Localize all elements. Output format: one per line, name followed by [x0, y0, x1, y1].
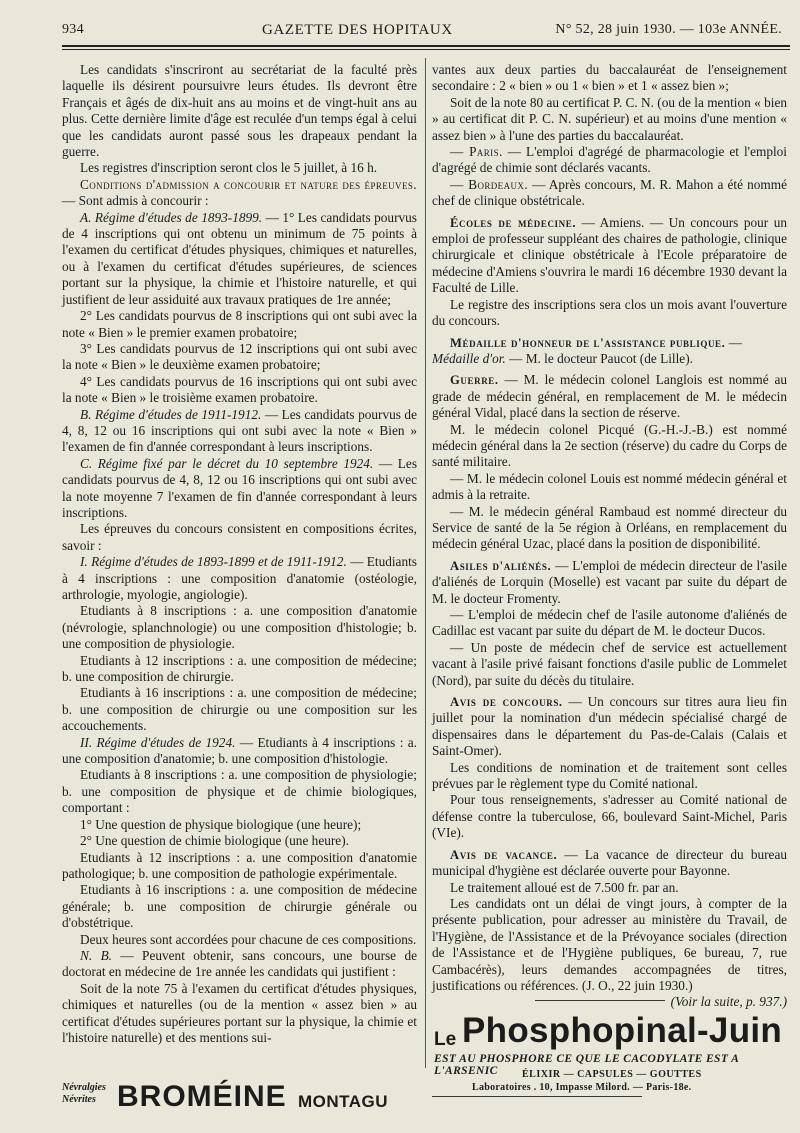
ad-indication-1: Névralgies: [62, 1082, 106, 1093]
paragraph-text: — Un concours sur titres aura lieu fin juillet pour la nomination d'un médecin spécialisé chargé de dispensaires dans le département du Pas-de-Calais (Calais et Saint-Omer).: [432, 694, 787, 759]
paragraph-text: — Un poste de médecin chef de service est actuellement vacant à l'asile privé faisant fonctions d'asile public de Lommelet (Nord), par suite du décès du titulaire.: [432, 639, 787, 688]
header-rule-thin: [62, 49, 790, 50]
paragraph: [62, 932, 417, 948]
italic-lead: C. Régime fixé par le décret du 10 septembre 1924.: [80, 455, 374, 471]
section-heading: Avis de concours.: [450, 695, 563, 710]
bottom-rule: [432, 1096, 642, 1097]
paragraph: [432, 847, 787, 880]
journal-title: GAZETTE DES HOPITAUX: [262, 22, 453, 38]
left-column: [62, 62, 417, 1046]
paragraph-text: Etudiants à 8 inscriptions : a. une composition de physiologie; b. une composition de physique et de chimie biologiques, comportant :: [62, 767, 417, 816]
ad-brand-phosphopinal: Phosphopinal-Juin: [462, 1011, 783, 1050]
paragraph: [62, 653, 417, 686]
paragraph-text: Etudiants à 8 inscriptions : a. une composition d'anatomie (névrologie, splanchnologie) ou une composition d'histologie; b. une composition de physiologie.: [62, 603, 417, 652]
paragraph-text: 3° Les candidats pourvus de 12 inscriptions qui ont subi avec la note « Bien » le deuxième examen probatoire;: [62, 340, 417, 373]
paragraph-text: (Voir la suite, p. 937.): [670, 994, 787, 1010]
paragraph: [62, 177, 417, 210]
paragraph: [62, 160, 417, 176]
paragraph-text: Etudiants à 12 inscriptions : a. une composition de médecine; b. une composition de chirurgie.: [62, 652, 417, 685]
small-caps-lead: Conditions d'admission a concourir et nature des épreuves.: [80, 176, 417, 192]
paragraph: [432, 422, 787, 471]
section-heading: Médaille d'honneur de l'assistance publique.: [450, 335, 726, 350]
paragraph-text: — M. le médecin colonel Louis est nommé médecin général et admis à la retraite.: [432, 470, 787, 503]
paragraph: [62, 62, 417, 160]
paragraph-text: — L'emploi d'agrégé de pharmacologie et l'emploi d'agrégé de chimie sont déclarés vacants.: [432, 144, 788, 176]
paragraph: [432, 351, 787, 367]
phosphopinal-advertisement: [432, 1005, 787, 1093]
header-rule: [62, 45, 790, 47]
italic-lead: II. Régime d'études de 1924.: [80, 734, 236, 750]
paragraph-text: —: [725, 334, 743, 350]
paragraph: [62, 850, 417, 883]
italic-lead: Médaille d'or.: [432, 350, 506, 366]
section-heading: Asiles d'aliénés.: [450, 558, 552, 573]
paragraph-text: Les candidats ont un délai de vingt jours, à compter de la présente publication, pour adresser au ministère du Travail, de l'Hygiène, de l'Assistance et de la Prévoyance sociales (direction de l'Assistance et de l'Hygiène publiques, 6e bureau, 7, rue Cambacérès), leurs demandes accompagnées de titres, justifications ou références. (J. O., 22 juin 1930.): [432, 895, 787, 993]
paragraph-text: — M. le médecin colonel Langlois est nommé au grade de médecin général, en remplacement de M. le médecin général Vidal, placé dans la section de réserve.: [432, 372, 787, 421]
ad-brand-bromeine: BROMÉINE: [117, 1080, 287, 1113]
page-header: [62, 18, 782, 42]
paragraph-text: Les registres d'inscription seront clos le 5 juillet, à 16 h.: [80, 160, 378, 176]
right-column: [432, 62, 787, 1011]
page-number: 934: [62, 22, 84, 37]
paragraph: [432, 335, 787, 351]
paragraph: [432, 558, 787, 607]
paragraph-text: — L'emploi de médecin directeur de l'asile d'aliénés de Lorquin (Moselle) est vacant par suite du départ de M. le docteur Fromenty.: [432, 557, 788, 606]
paragraph: [62, 341, 417, 374]
paragraph: [432, 760, 787, 793]
bromeine-advertisement: [62, 1080, 418, 1120]
paragraph-text: — Peuvent obtenir, sans concours, une bourse de doctorat en médecine de 1re année les candidats qui justifient :: [62, 947, 417, 980]
paragraph-text: — La vacance de directeur du bureau municipal d'hygiène est déclarée ouverte pour Bayonne.: [432, 846, 787, 879]
paragraph: [432, 95, 787, 144]
paragraph: [432, 504, 787, 553]
paragraph-text: — Les candidats pourvus de 4, 8, 12 ou 16 inscriptions qui ont subi avec la note « Bien » l'examen de fin d'année correspondant à leurs inscriptions.: [62, 406, 417, 455]
paragraph: [62, 554, 417, 603]
paragraph: [62, 521, 417, 554]
paragraph: [432, 896, 787, 994]
paragraph: [432, 372, 787, 421]
paragraph: [62, 981, 417, 1047]
paragraph: [432, 471, 787, 504]
paragraph-text: Les candidats s'inscriront au secrétariat de la faculté près laquelle ils désirent poursuivre leurs études. Ils devront être Français et âgés de dix-huit ans au moins et de vingt-huit ans au plus. Cette dernière limite d'âge est reculée d'un temps égal à celui que les candidats auront passé sous les drapeaux pendant la guerre.: [62, 62, 417, 160]
paragraph: [432, 297, 787, 330]
ad-maker: MONTAGU: [298, 1092, 389, 1111]
paragraph: [62, 603, 417, 652]
paragraph-text: — Etudiants à 4 inscriptions : a. une composition d'anatomie; b. une composition d'histologie.: [62, 734, 417, 767]
italic-lead: A. Régime d'études de 1893-1899.: [80, 209, 263, 225]
paragraph: [62, 374, 417, 407]
paragraph: [432, 640, 787, 689]
paragraph-text: 4° Les candidats pourvus de 16 inscriptions qui ont subi avec la note « Bien » le troisième examen probatoire.: [62, 373, 417, 406]
paragraph: [62, 948, 417, 981]
ad-prefix: Le: [434, 1029, 457, 1050]
paragraph-text: — Les candidats pourvus de 4, 8, 12 ou 16 inscriptions qui ont subi avec la note moyenne 7 l'examen de fin d'année correspondant à leurs inscriptions.: [62, 455, 417, 520]
paragraph-text: Pour tous renseignements, s'adresser au Comité national de défense contre la tuberculose, 66, boulevard Saint-Michel, Paris (VIe).: [432, 792, 787, 841]
paragraph-text: Etudiants à 16 inscriptions : a. une composition de médecine; b. une composition de chirurgie ou une composition sur les accouchements.: [62, 685, 417, 734]
paragraph: [62, 308, 417, 341]
paragraph-text: Le registre des inscriptions sera clos un mois avant l'ouverture du concours.: [432, 296, 787, 329]
paragraph-text: Les conditions de nomination et de traitement sont celles prévues par le règlement type du Comité national.: [432, 759, 787, 792]
paragraph-text: Etudiants à 12 inscriptions : a. une composition d'anatomie pathologique; b. une composition de pathologie expérimentale.: [62, 849, 417, 881]
small-caps-lead: — Bordeaux.: [450, 176, 529, 192]
paragraph: [432, 694, 787, 760]
paragraph: [62, 833, 417, 849]
paragraph: [62, 817, 417, 833]
italic-lead: B. Régime d'études de 1911-1912.: [80, 406, 262, 422]
paragraph-text: — L'emploi de médecin chef de l'asile autonome d'aliénés de Cadillac est vacant par suite du départ de M. le docteur Ducos.: [432, 607, 787, 639]
ad-indications: [62, 1082, 106, 1106]
small-caps-lead: — Paris.: [450, 144, 503, 160]
paragraph-text: — M. le médecin général Rambaud est nommé directeur du Service de santé de la 5e région à Orléans, en remplacement du médecin général Uzac, placé dans la position de disponibilité.: [432, 503, 787, 552]
section-heading: Écoles de médecine.: [450, 215, 577, 230]
paragraph-text: 1° Une question de physique biologique (une heure);: [80, 816, 362, 832]
ad-laboratory-address: Laboratoires . 10, Impasse Milord. — Paris-18e.: [472, 1082, 692, 1093]
paragraph-text: Les épreuves du concours consistent en compositions écrites, savoir :: [62, 521, 417, 553]
paragraph-text: Etudiants à 16 inscriptions : a. une composition de médecine générale; b. une composition de chirurgie générale ou d'obstétrique.: [62, 882, 417, 931]
paragraph-text: 2° Une question de chimie biologique (une heure).: [80, 833, 349, 849]
paragraph: [62, 767, 417, 816]
paragraph: [62, 685, 417, 734]
ad-separator: [535, 1000, 665, 1001]
paragraph-text: — Etudiants à 4 inscriptions : une composition d'anatomie (ostéologie, arthrologie, myologie, angiologie).: [62, 554, 417, 602]
ad-slogan: EST AU PHOSPHORE CE QUE LE CACODYLATE EST A L'ARSENIC: [434, 1053, 739, 1077]
ad-product-forms: ÉLIXIR — CAPSULES — GOUTTES: [522, 1069, 702, 1080]
paragraph: [432, 62, 787, 95]
paragraph: [432, 792, 787, 841]
italic-lead: N. B.: [80, 947, 113, 963]
paragraph-text: — Sont admis à concourir :: [62, 193, 209, 209]
paragraph: [432, 880, 787, 896]
paragraph-text: Deux heures sont accordées pour chacune de ces compositions.: [80, 931, 417, 947]
paragraph-text: vantes aux deux parties du baccalauréat de l'enseignement secondaire : 2 « bien » ou 1 « bien » et 1 « assez bien »;: [432, 62, 787, 94]
paragraph: [432, 144, 787, 177]
paragraph-text: — Après concours, M. R. Mahon a été nommé chef de clinique obstétricale.: [432, 176, 788, 209]
paragraph: [62, 456, 417, 522]
section-heading: Guerre.: [450, 373, 499, 388]
section-heading: Avis de vacance.: [450, 847, 558, 862]
paragraph: [432, 215, 787, 297]
column-divider: [425, 58, 426, 1068]
issue-info: N° 52, 28 juin 1930. — 103e ANNÉE.: [555, 22, 782, 37]
paragraph: [62, 882, 417, 931]
paragraph-text: M. le médecin colonel Picqué (G.-H.-J.-B.) est nommé médecin général dans la 2e section (réserve) du cadre du Corps de santé militaire.: [432, 421, 787, 470]
paragraph: [62, 735, 417, 768]
ad-indication-2: Névrites: [62, 1094, 96, 1105]
paragraph-text: Le traitement alloué est de 7.500 fr. par an.: [450, 879, 679, 895]
paragraph-text: 2° Les candidats pourvus de 8 inscriptions qui ont subi avec la note « Bien » le premier examen probatoire;: [62, 308, 417, 340]
paragraph-text: Soit de la note 80 au certificat P. C. N. (ou de la mention « bien » au certificat dit P. C. N. supérieur) et au moins d'une mention « assez bien » à l'une des parties du baccalauréat.: [432, 94, 787, 143]
paragraph-text: — 1° Les candidats pourvus de 4 inscriptions qui ont obtenu un minimum de 75 points à l'examen du certificat d'études physiques, chimiques et naturelles, ou à l'examen du certificat d'études supérieures, de sciences portant sur la physique, la chimie et l'histoire naturelle, et qui justifient de leur assiduité aux travaux pratiques de 1re année;: [62, 209, 417, 307]
paragraph-text: Soit de la note 75 à l'examen du certificat d'études physiques, chimiques et naturelles (ou de la mention « assez bien » au certificat d'études supérieures portant sur la physique, la chimie et l'histoire naturelle) et des mentions sui-: [62, 980, 417, 1045]
paragraph: [62, 407, 417, 456]
paragraph: [432, 177, 787, 210]
paragraph: [62, 210, 417, 308]
paragraph-text: — Amiens. — Un concours pour un emploi de professeur suppléant des chaires de pathologie, clinique chirurgicale et clinique obstétricale à l'Ecole préparatoire de médecine d'Amiens s'ouvrira le mardi 16 décembre 1930 devant la Faculté de Lille.: [432, 214, 787, 296]
paragraph-text: — M. le docteur Paucot (de Lille).: [505, 350, 693, 366]
paragraph: [432, 607, 787, 640]
italic-lead: I. Régime d'études de 1893-1899 et de 1911-1912.: [80, 554, 347, 570]
